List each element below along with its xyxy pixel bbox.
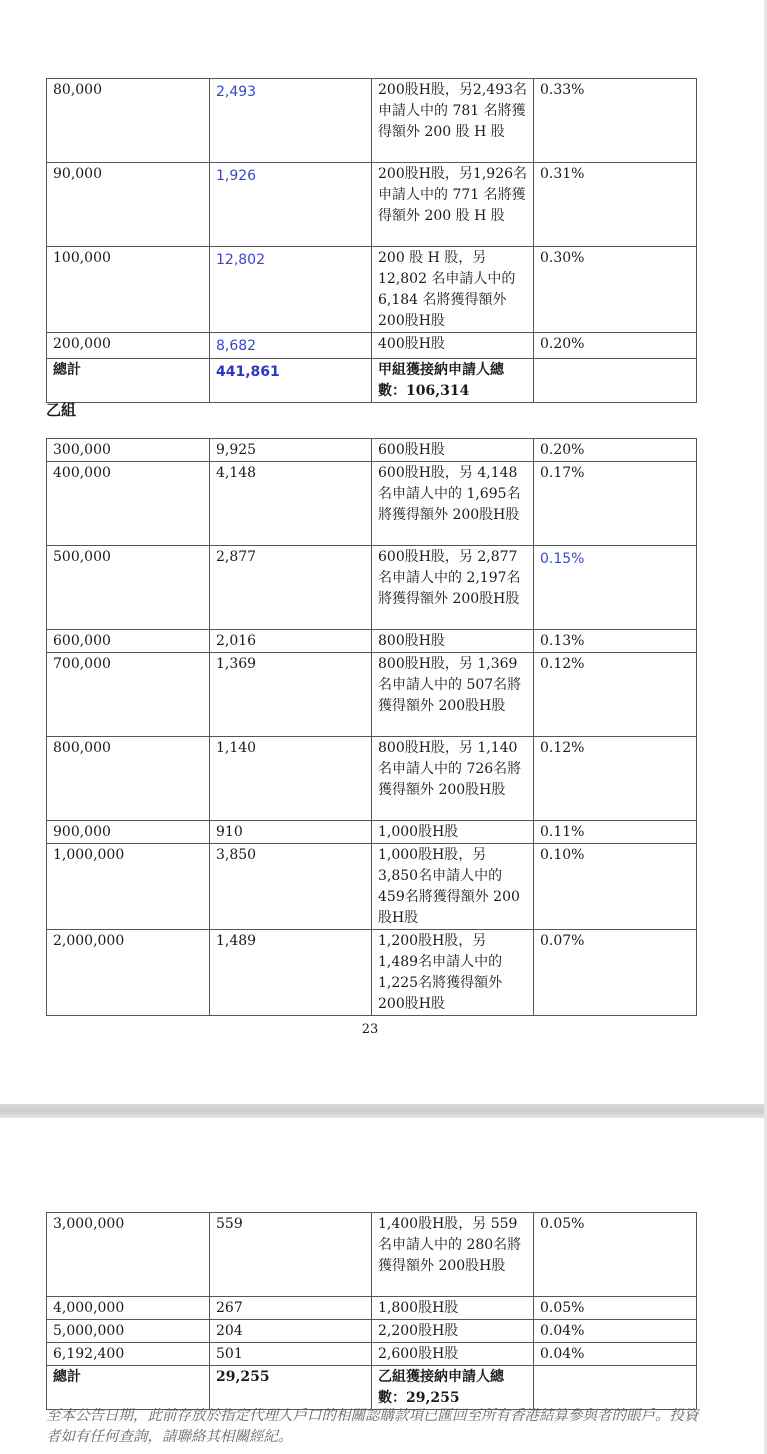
table-row: [47, 1297, 697, 1320]
allotment-percentage-cell: 0.31%: [534, 163, 697, 247]
table-row: [47, 439, 697, 462]
table-row: [47, 546, 697, 630]
shares-applied-cell: 3,000,000: [47, 1213, 210, 1297]
table-row: [47, 163, 697, 247]
allotment-basis-cell: 2,600股H股: [372, 1343, 534, 1366]
valid-applications-cell: 9,925: [210, 439, 372, 462]
document-page-24: [0, 1118, 767, 1454]
shares-applied-cell: 600,000: [47, 630, 210, 653]
group-b-table: [46, 438, 697, 1016]
total-successful-applicants-cell: 甲組獲接納申請人總數：106,314: [372, 359, 534, 403]
allotment-percentage-cell: 0.04%: [534, 1320, 697, 1343]
valid-applications-cell: 559: [210, 1213, 372, 1297]
allotment-percentage-cell: 0.12%: [534, 653, 697, 737]
shares-applied-cell: 2,000,000: [47, 930, 210, 1016]
shares-applied-cell: 300,000: [47, 439, 210, 462]
allotment-basis-cell: 600股H股: [372, 439, 534, 462]
allotment-basis-cell: 800股H股，另 1,140名申請人中的 726名將獲得額外 200股H股: [372, 737, 534, 821]
total-label-cell: 總計: [47, 1366, 210, 1410]
valid-applications-cell: 2,493: [210, 79, 372, 163]
allotment-percentage-cell: 0.17%: [534, 462, 697, 546]
valid-applications-cell: 204: [210, 1320, 372, 1343]
table-row: [47, 844, 697, 930]
table-row: [47, 1343, 697, 1366]
group-a-table: [46, 78, 697, 403]
allotment-basis-cell: 1,400股H股，另 559名申請人中的 280名將獲得額外 200股H股: [372, 1213, 534, 1297]
allotment-percentage-cell: 0.30%: [534, 247, 697, 333]
table-row: [47, 630, 697, 653]
allotment-basis-cell: 400股H股: [372, 333, 534, 359]
table-row: [47, 821, 697, 844]
allotment-percentage-cell: 0.12%: [534, 737, 697, 821]
table-row: [47, 462, 697, 546]
allotment-basis-cell: 800股H股，另 1,369名申請人中的 507名將獲得額外 200股H股: [372, 653, 534, 737]
allotment-percentage-cell: 0.04%: [534, 1343, 697, 1366]
valid-applications-cell: 2,016: [210, 630, 372, 653]
shares-applied-cell: 4,000,000: [47, 1297, 210, 1320]
total-label-cell: 總計: [47, 359, 210, 403]
allotment-percentage-cell: 0.05%: [534, 1213, 697, 1297]
shares-applied-cell: 6,192,400: [47, 1343, 210, 1366]
total-percentage-cell: [534, 1366, 697, 1410]
valid-applications-cell: 8,682: [210, 333, 372, 359]
table-row: [47, 653, 697, 737]
table-row: [47, 333, 697, 359]
shares-applied-cell: 200,000: [47, 333, 210, 359]
valid-applications-cell: 3,850: [210, 844, 372, 930]
shares-applied-cell: 100,000: [47, 247, 210, 333]
shares-applied-cell: 90,000: [47, 163, 210, 247]
allotment-percentage-cell: 0.13%: [534, 630, 697, 653]
valid-applications-cell: 1,369: [210, 653, 372, 737]
valid-applications-cell: 4,148: [210, 462, 372, 546]
allotment-basis-cell: 2,200股H股: [372, 1320, 534, 1343]
valid-applications-cell: 1,489: [210, 930, 372, 1016]
allotment-basis-cell: 600股H股，另 2,877名申請人中的 2,197名將獲得額外 200股H股: [372, 546, 534, 630]
valid-applications-cell: 12,802: [210, 247, 372, 333]
shares-applied-cell: 700,000: [47, 653, 210, 737]
valid-applications-cell: 267: [210, 1297, 372, 1320]
total-successful-applicants-cell: 乙組獲接納申請人總數：29,255: [372, 1366, 534, 1410]
valid-applications-cell: 2,877: [210, 546, 372, 630]
allotment-percentage-cell: 0.20%: [534, 333, 697, 359]
page-number: 23: [361, 1022, 379, 1037]
allotment-percentage-cell: 0.10%: [534, 844, 697, 930]
valid-applications-cell: 1,926: [210, 163, 372, 247]
allotment-percentage-cell: 0.20%: [534, 439, 697, 462]
shares-applied-cell: 5,000,000: [47, 1320, 210, 1343]
allotment-percentage-cell: 0.05%: [534, 1297, 697, 1320]
table-total-row: [47, 359, 697, 403]
allotment-basis-cell: 600股H股，另 4,148名申請人中的 1,695名將獲得額外 200股H股: [372, 462, 534, 546]
allotment-basis-cell: 1,800股H股: [372, 1297, 534, 1320]
valid-applications-cell: 501: [210, 1343, 372, 1366]
group-b-heading: 乙組: [46, 401, 77, 419]
valid-applications-cell: 910: [210, 821, 372, 844]
shares-applied-cell: 80,000: [47, 79, 210, 163]
allotment-percentage-cell: 0.33%: [534, 79, 697, 163]
table-row: [47, 79, 697, 163]
allotment-basis-cell: 200股H股，另2,493名申請人中的 781 名將獲得額外 200 股 H 股: [372, 79, 534, 163]
allotment-percentage-cell: 0.11%: [534, 821, 697, 844]
allotment-percentage-cell: 0.15%: [534, 546, 697, 630]
table-row: [47, 737, 697, 821]
shares-applied-cell: 900,000: [47, 821, 210, 844]
allotment-basis-cell: 1,000股H股，另 3,850名申請人中的 459名將獲得額外 200股H股: [372, 844, 534, 930]
valid-applications-cell: 1,140: [210, 737, 372, 821]
table-row: [47, 930, 697, 1016]
shares-applied-cell: 400,000: [47, 462, 210, 546]
allotment-percentage-cell: 0.07%: [534, 930, 697, 1016]
table-row: [47, 247, 697, 333]
group-b-table-continued: [46, 1212, 697, 1410]
allotment-basis-cell: 1,000股H股: [372, 821, 534, 844]
total-valid-applications-cell: 29,255: [210, 1366, 372, 1410]
allotment-basis-cell: 800股H股: [372, 630, 534, 653]
allotment-basis-cell: 200 股 H 股，另 12,802 名申請人中的 6,184 名將獲得額外 200股H股: [372, 247, 534, 333]
allotment-basis-cell: 1,200股H股，另 1,489名申請人中的 1,225名將獲得額外 200股H股: [372, 930, 534, 1016]
total-percentage-cell: [534, 359, 697, 403]
shares-applied-cell: 1,000,000: [47, 844, 210, 930]
table-row: [47, 1213, 697, 1297]
allotment-basis-cell: 200股H股，另1,926名申請人中的 771 名將獲得額外 200 股 H 股: [372, 163, 534, 247]
shares-applied-cell: 800,000: [47, 737, 210, 821]
total-valid-applications-cell: 441,861: [210, 359, 372, 403]
shares-applied-cell: 500,000: [47, 546, 210, 630]
refund-note: 至本公告日期，此前存放於指定代理人戶口的相關認購款項已匯回至所有香港結算參與者的賬戶。投資者如有任何查詢，請聯絡其相關經紀。: [46, 1408, 699, 1445]
table-total-row: [47, 1366, 697, 1410]
page-separator: [0, 1104, 767, 1118]
table-row: [47, 1320, 697, 1343]
